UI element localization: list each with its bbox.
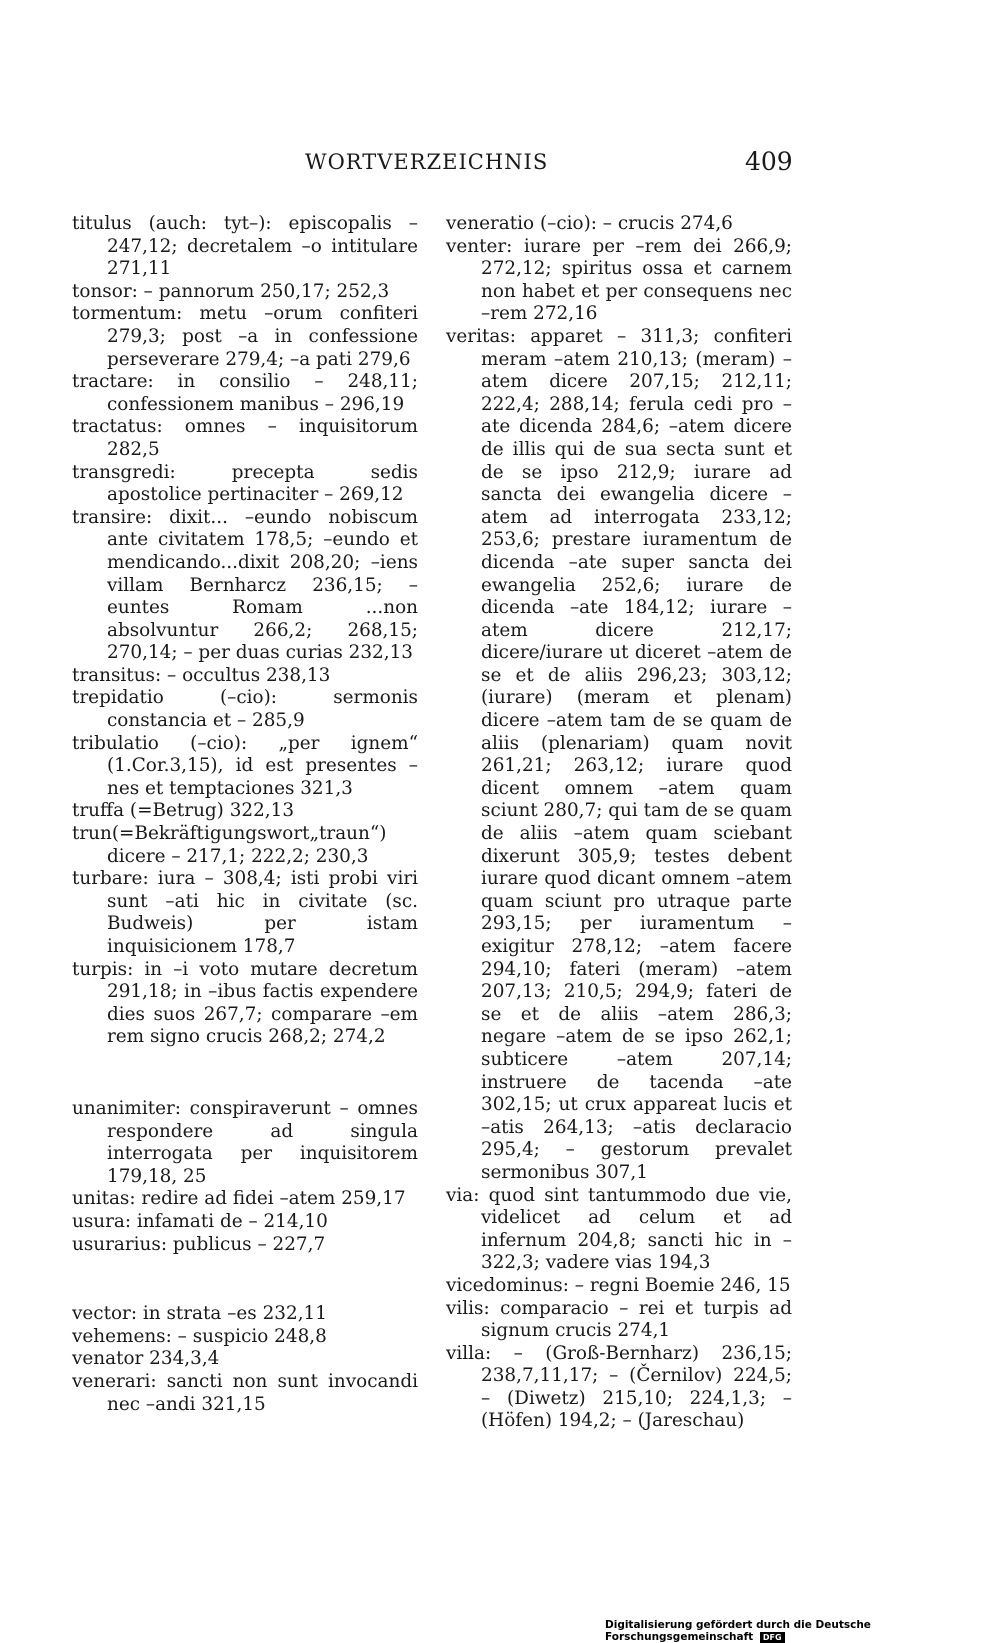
index-entry-truffa: truffa (=Betrug) 322,13 (72, 800, 295, 822)
index-entry-venator: venator 234,3,4 (72, 1348, 220, 1370)
page-header (0, 147, 1000, 180)
index-entry-veritas: veritas: apparet – 311,3; confiteri meram –atem 210,13; (meram) –atem dicere 207,15; 212,11; 222,4; 288,14; ferula cedi pro –ate dicenda 284,6; –atem dicere de illis qui de sua secta sunt et de se ipso 212,9; iurare ad sancta dei ewangelia dicere –atem ad interrogata 233,12; 253,6; prestare iuramentum de dicenda –ate super sancta dei ewangelia 252,6; iurare de dicenda –ate 184,12; iurare –atem dicere 212,17; dicere/iurare ut diceret –atem de se et de aliis 296,23; 303,12; (iurare) (meram et plenam) dicere –atem tam de se quam de aliis (plenariam) quam novit 261,21; 263,12; iurare quod dicent omnem –atem quam sciunt 280,7; qui tam de se quam de aliis –atem quam sciebant dixerunt 305,9; testes debent iurare quod dicant omnem –atem quam sciunt pro utraque parte 293,15; per iuramentum – exigitur 278,12; –atem facere 294,10; fateri (meram) –atem 207,13; 210,5; 294,9; fateri de se et de aliis –atem 286,3; negare –atem de se ipso 262,1; subticere –atem 207,14; instruere de tacenda –ate 302,15; ut crux appareat lucis et –atis 264,13; –atis declaracio 295,4; – gestorum prevalet sermonibus 307,1 (446, 325, 792, 1183)
dfg-logo: DFG (760, 1632, 785, 1643)
index-entry-vehemens: vehemens: – suspicio 248,8 (72, 1325, 327, 1347)
index-entry-tormentum: tormentum: metu –orum confiteri 279,3; post –a in confessione perseverare 279,4; –a pati 279,6 (72, 303, 418, 370)
index-entry-venter: venter: iurare per –rem dei 266,9; 272,12; spiritus ossa et carnem non habet et per consequens nec –rem 272,16 (446, 235, 792, 325)
index-entry-turpis: turpis: in –i voto mutare decretum 291,18; in –ibus factis expendere dies suos 267,7; comparare –em rem signo crucis 268,2; 274,2 (72, 958, 418, 1048)
index-entry-tractare: tractare: in consilio – 248,11; confessionem manibus – 296,19 (72, 371, 418, 415)
index-entry-usurarius: usurarius: publicus – 227,7 (72, 1233, 326, 1255)
index-entry-veneratio: veneratio (–cio): – crucis 274,6 (446, 213, 733, 234)
index-entry-transgredi: transgredi: precepta sedis apostolice pertinaciter – 269,12 (72, 461, 418, 506)
index-entry-trun: trun(=Bekräftigungswort„traun“) dicere – 217,1; 222,2; 230,3 (72, 823, 387, 867)
index-entry-villa: villa: – (Groß-Bernharz) 236,15; 238,7,11,17; – (Černilov) 224,5; – (Diwetz) 215,10; 224,1,3; – (Höfen) 194,2; – (Jareschau) (446, 1342, 792, 1432)
index-entry-tonsor: tonsor: – pannorum 250,17; 252,3 (72, 280, 390, 302)
index-entry-tractatus: tractatus: omnes – inquisitorum 282,5 (72, 416, 418, 460)
index-entry-trepidatio: trepidatio (–cio): sermonis constancia et – 285,9 (72, 687, 418, 732)
index-entry-vicedominus: vicedominus: – regni Boemie 246, 15 (446, 1274, 791, 1296)
digitization-credit (605, 1619, 1000, 1643)
index-entry-transire: transire: dixit... –eundo nobiscum ante civitatem 178,5; –eundo et mendicando...dixit 208,20; –iens villam Bernharcz 236,15; –euntes Romam ...non absolvuntur 266,2; 268,15; 270,14; – per duas curias 232,13 (72, 506, 418, 664)
running-title: WORTVERZEICHNIS (305, 150, 549, 174)
index-entry-turbare: turbare: iura – 308,4; isti probi viri sunt –ati hic in civitate (sc. Budweis) per istam inquisicionem 178,7 (72, 868, 418, 957)
index-entry-vilis: vilis: comparacio – rei et turpis ad signum crucis 274,1 (446, 1297, 792, 1342)
index-entry-vector: vector: in strata –es 232,11 (72, 1303, 327, 1325)
index-entry-transitus: transitus: – occultus 238,13 (72, 664, 331, 686)
credit-text: Digitalisierung gefördert durch die Deutsche Forschungsgemeinschaft (605, 1619, 871, 1643)
index-entry-tribulatio: tribulatio (–cio): „per ignem“ (1.Cor.3,15), id est presentes –nes et temptaciones 321,3 (72, 732, 418, 799)
index-entry-titulus: titulus (auch: tyt–): episcopalis – 247,12; decretalem –o intitulare 271,11 (72, 213, 418, 280)
index-entry-venerari: venerari: sancti non sunt invocandi nec –andi 321,15 (72, 1370, 418, 1415)
index-entry-unanimiter: unanimiter: conspiraverunt – omnes respondere ad singula interrogata per inquisitorem 179,18, 25 (72, 1097, 418, 1187)
index-entry-via: via: quod sint tantummodo due vie, videlicet ad celum et ad infernum 204,8; sancti hic in – 322,3; vadere vias 194,3 (446, 1184, 792, 1274)
page-number: 409 (745, 147, 793, 176)
left-column (72, 213, 418, 1416)
index-entry-usura: usura: infamati de – 214,10 (72, 1210, 328, 1232)
right-column (446, 213, 792, 1433)
index-entry-unitas: unitas: redire ad fidei –atem 259,17 (72, 1188, 406, 1210)
